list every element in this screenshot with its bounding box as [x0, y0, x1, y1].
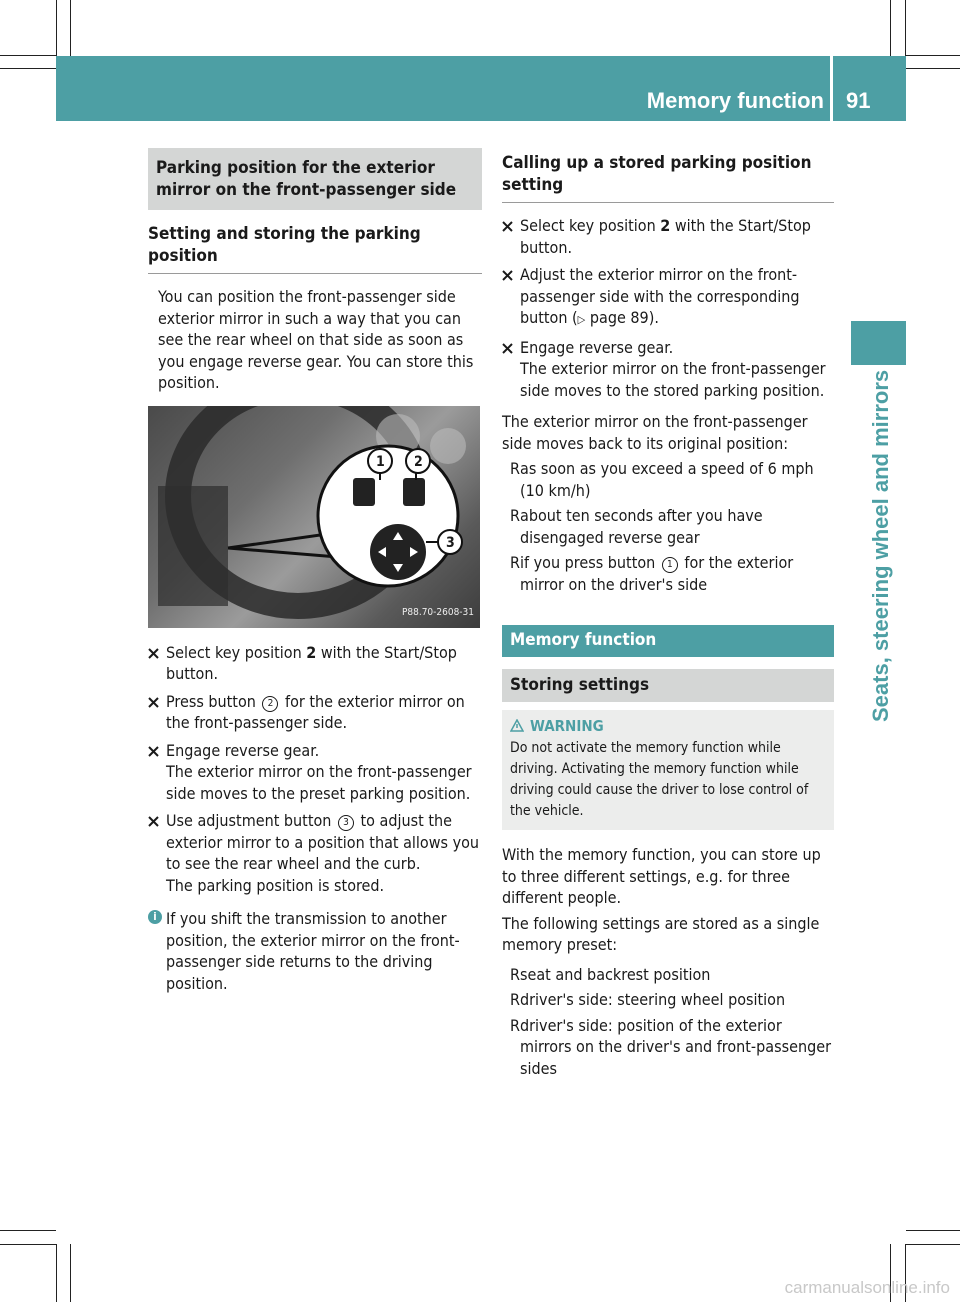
cockpit-illustration [148, 406, 480, 628]
crop-mark [0, 68, 56, 69]
body-paragraph: The following settings are stored as a single memory preset: [502, 913, 820, 954]
crop-mark [56, 0, 57, 56]
crop-mark [56, 1244, 57, 1302]
list-item: R seat and backrest position [510, 964, 711, 984]
crop-mark [0, 1230, 56, 1231]
bullet-marker: R [510, 990, 520, 1009]
step-item: Select key position 2 with the Start/Stop button. [502, 215, 834, 258]
callout-3: 3 [446, 534, 455, 551]
list-item: R if you press button 1 for the exterior mirror on the driver's side [510, 553, 794, 594]
button-number: 3 [338, 815, 354, 831]
info-icon: i [148, 910, 162, 924]
step-x-icon [502, 270, 513, 281]
step-x-icon [148, 816, 159, 827]
body-paragraph: The exterior mirror on the front-passenger side moves back to its original position: [502, 412, 808, 453]
step-item: Select key position 2 with the Start/Stop button. [148, 642, 482, 685]
step-x-icon [502, 221, 513, 232]
bullet-marker: R [510, 553, 520, 572]
step-item: Adjust the exterior mirror on the front-passenger side with the corresponding button (▷ page 89). [502, 264, 834, 331]
crop-mark [0, 1244, 56, 1245]
step-item: Press button 2 for the exterior mirror on the front-passenger side. [148, 691, 482, 734]
chapter-label: Seats, steering wheel and mirrors [868, 370, 893, 723]
list-item: R driver's side: position of the exterior mirrors on the driver's and front-passenger sides [510, 1015, 831, 1078]
warning-text: Do not activate the memory function while driving. Activating the memory function while driving could cause the driver to lose control of the vehicle. [510, 740, 809, 819]
step-item: Engage reverse gear. The exterior mirror on the front-passenger side moves to the preset parking position. [148, 740, 482, 805]
crop-mark [890, 0, 891, 56]
chapter-tab [851, 321, 906, 365]
body-paragraph: With the memory function, you can store up to three different settings, e.g. for three different people. [502, 845, 821, 907]
warning-triangle-icon [510, 719, 524, 732]
list-item: R about ten seconds after you have disengaged reverse gear [510, 506, 763, 547]
page-ref-arrow-icon: ▷ [577, 313, 586, 326]
sub-heading: Calling up a stored parking position setting [502, 152, 834, 203]
sub-section-heading: Storing settings [502, 669, 834, 703]
cockpit-photo [148, 406, 480, 628]
list-item: R driver's side: steering wheel position [510, 990, 786, 1009]
left-column [148, 148, 482, 994]
crop-mark [906, 1244, 960, 1245]
step-x-icon [148, 648, 159, 659]
header-divider [830, 56, 833, 121]
sub-heading: Setting and storing the parking position [148, 216, 482, 274]
crop-mark [0, 55, 56, 56]
crop-mark [70, 0, 71, 56]
step-item: Use adjustment button 3 to adjust the exterior mirror to a position that allows you to see the rear wheel and the curb. The parking position is stored. [148, 810, 482, 896]
right-column [502, 152, 834, 1079]
crop-mark [906, 68, 960, 69]
section-heading: Memory function [502, 625, 834, 657]
bullet-marker: R [510, 459, 520, 478]
crop-mark [905, 0, 906, 56]
page-title: Memory function [646, 88, 824, 113]
crop-mark [906, 55, 960, 56]
button-number: 1 [662, 557, 678, 573]
step-x-icon [148, 746, 159, 757]
list-item: R as soon as you exceed a speed of 6 mph (10 km/h) [510, 459, 814, 500]
step-x-icon [502, 343, 513, 354]
step-x-icon [148, 697, 159, 708]
button-number: 2 [262, 696, 278, 712]
page-number: 91 [846, 88, 871, 113]
watermark: carmanualsonline.info [784, 1278, 950, 1297]
bullet-marker: R [510, 1015, 520, 1035]
callout-1: 1 [376, 453, 385, 470]
crop-mark [70, 1244, 71, 1302]
bullet-marker: R [510, 964, 520, 984]
step-item: Engage reverse gear. The exterior mirror on the front-passenger side moves to the stored parking position. [502, 337, 834, 402]
intro-paragraph: You can position the front-passenger side exterior mirror in such a way that you can see the rear wheel on that side as soon as you engage reverse gear. You can store this position. [158, 287, 474, 392]
warning-header [510, 716, 826, 738]
warning-box [502, 710, 834, 830]
crop-mark [906, 1230, 960, 1231]
photo-code: P88.70-2608-31 [401, 607, 474, 618]
section-heading: Parking position for the exterior mirror on the front-passenger side [148, 148, 482, 210]
bullet-marker: R [510, 506, 520, 525]
info-note: i If you shift the transmission to another position, the exterior mirror on the front-passenger side returns to the driving position. [148, 908, 482, 994]
callout-2: 2 [414, 453, 423, 470]
warning-title: WARNING [530, 717, 604, 735]
